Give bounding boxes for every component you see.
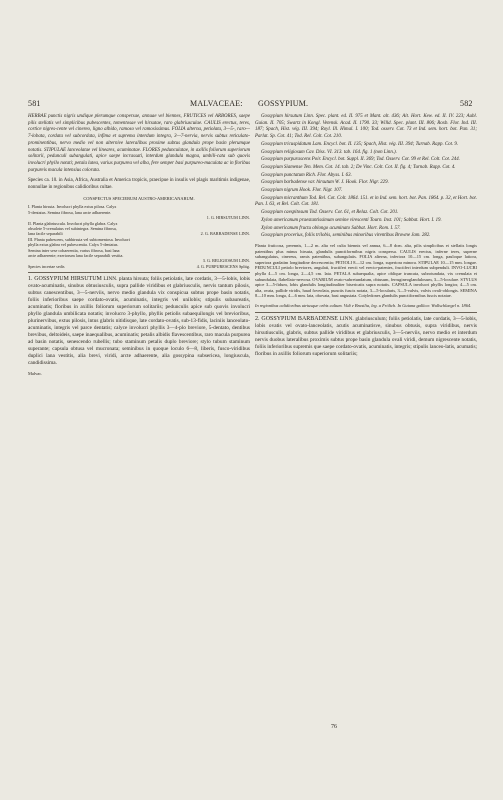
key-species: 1. G. HIRSUTUM LINN. bbox=[206, 215, 250, 221]
species1 bbox=[28, 276, 250, 367]
bottom-page-number: 76 bbox=[331, 724, 337, 730]
species2-text: LINN. glabriusculum; foliis petiolatis, late cordatis, 3—5-lobis, lobis ovatis vel ovato-lanceolatis, acutis acuminatisve, sinubus obtusis, supra viridibus, nervis hirsutiusculis, glabris, subtus pallide viridibus et glabriusculis, 3—5-nerviis, nervo medio et interdum nervis duobus lateralibus proximis subtus prope basin glandula ovali viridi, demum nigrescente notatis, foliis inferioribus supremis que saepe cordato-ovatis, acuminatis, integris; stipulis lanceo-latis, acumatis; floribus in axillis foliorum superiorum solitariis; bbox=[255, 316, 478, 358]
key-text: 5-dentatus. Semina fibrosa, lana arcte adhaerente. bbox=[28, 209, 112, 215]
right-running-title: GOSSYPIUM. bbox=[258, 99, 309, 108]
key-row bbox=[28, 264, 250, 269]
species1-text: LINN. planta hirsuta; foliis petiolatis, late cordatis, 3—5-lobis, lobis ovato-acuminatis, sinubus obtusiusculis, supra pallide viridibus et glabriusculis, nervis tantum pilosis, subtus canescentibus, 3—5-nerviis, nervo medio glandula vix conspicua subtus prope basin notatis, foliis inferioribus saepe cordato-ovatis, acuminatis, integris vel unilobis; stipulis subaureatis, acuminatis; floribus in axillis foliorum superiorum solitariis; pedunculis apice sub quovis involucri phyllo glandula umbilicata notatis; involucro 3-phyllo, phyllis petiolis subaequilongis vel brevioribus, plurinervibus, extus pilosis, intus glabris nitidisque, late cordato-ovatis, sub-13-fidis, laciniis lanceolato-acuminatis, integris vel parce dentatis; calyce involucri phyllis 3—4-plo breviore, 5-dentato, dentibus brevibus, deltoideis, saepe inaequalibus, acuminatis; petalis albidis flavescentibus, raro macula purpurea ad basin notatis, senescendo rubellis; tubo staminum petalis duplo breviore; stylo tubum staminum superante; capsula obtusa vel mucronata; seminibus in quoque loculo 6—8, liberis, fusco-viridibus duplici lana vestitis, alia brevi, viridi, arcte adhaerente, alia gossypina subsericea, longiuscula, candidissima. bbox=[28, 276, 250, 367]
citations bbox=[255, 114, 477, 240]
footer-text: Malvac. bbox=[28, 371, 43, 377]
citation: Gossypium religiosum Cav. Diss. VI. 313. tab. 164. fig. 1 (non Linn.). bbox=[261, 149, 397, 155]
citation: Gossypium procerius, foliis trilobis, seminibus minoribus virentibus Browne Jam. 282. bbox=[261, 233, 431, 239]
species2 bbox=[255, 316, 477, 358]
key-text: I. Planta hirsuta. Involucri phylla extus pilosa. Calyx bbox=[28, 204, 117, 210]
right-page-number: 582 bbox=[460, 99, 473, 108]
citation: Gossypium caespitosum Tod. Osserv. Cot. 61, et Relaz. Colt. Cot. 201. bbox=[261, 210, 399, 216]
key-text: III. Planta pubescens, subhirsuta vel subtomentosa. Involucri bbox=[28, 236, 130, 242]
genus-description: HERBAE punctis nigris undique plerumque conspersae, annuae vel biennes, FRUTICES vel ARBORES, saepe pilis stellatis vel simplicibus pubescentes, tomentosae vel hirsutae, raro glabriusculae. CAULIS erectus, teres, cortice nigres-cente vel cinereo, ligno albido, ramoso vel ramosissimus. FOLIA alterna, petiolata, 3—5-, raro—7-lobata, cordata vel subcordata, infima et suprema interdum integra, 3—7-nervia, nervis subtus reticulato-prominentibus, nervo medio vel non alternive lateralibus proxime subtus glandula prope basin plerumque notatis. STIPULAE lanceolatae vel lineares, acuminatae. FLORES pedunculatae, in axillis foliorum superiorum solitarii, pedunculi subangulati, apice saepe incrassati, interdum glandula magna, umbili-cata sub quovis involucri phyllo notati; petala lutea, varius purpurea vel alba, fere semper basi purpureo-maculata ac in floribus purpureis macula intensius colorata. bbox=[28, 114, 250, 173]
left-running-title: MALVACEAE: bbox=[190, 99, 243, 108]
key-text: lana facile separabili bbox=[28, 231, 63, 237]
citation: Gossypium hirsutum Linn. Spec. plant. ed. II. 975 et Mant. alt. 436; Ait. Hort. Kew. ed. II. IV. 223; Aubl. Guian. II. 705; Swartz in Kongl. Vetensk. Acad. II. 1790. 33; Willd. Spec. plant. III. 806; Roxb. Flor. Ind. III. 187; Spach, Hist. vég. III. 394; Royl. Ill. Himal. I. 100; Tod. osserv. Cot. 73 et Ind. sem. hort. bot. Pan. 31; Parlat. Sp. Cot. 41; Tod. Rel. Colt. Cot. 210. bbox=[255, 114, 477, 140]
species2-heading: 2. GOSSYPIUM BARBADENSE bbox=[255, 316, 338, 323]
right-column bbox=[255, 114, 477, 362]
key-species: 3. G. RELIGIOSUM LINN. bbox=[202, 258, 250, 264]
citation: Gossypium barbadense var. hirsutum W. J. Hook. Flor. Nigr. 229. bbox=[261, 180, 389, 186]
conspectus-title: CONSPECTUS SPECIERUM AUSTRO-AMERICANARUM. bbox=[83, 195, 195, 201]
citation: Gossypium tricuspidatum Lam. Encycl. bot. II. 135; Spach, Hist. vég. III. 394; Turnab. Rapp. Cot. 9. bbox=[261, 141, 459, 147]
key-species: 4. G. PURPURESCENS Splitg. bbox=[196, 263, 250, 269]
description-small: Planta fruticosa, perennis, 1—2 m. alta vel culta biennis vel annua, 6—8 dcm. alta, pilis simplicibus et stellatis longis patentibus plus minus hirsuta, glandulis punctiformibus nigris conspersa. CAULIS erectus, inferne teres, superne subangulatus, cinereus, ramis patentibus, subangulatis. FOLIA alterna, inferiora 10—15 cm. longa, pauloque latiora, superiora gradatim longitudine decrescentia; PETIOLI 8—12 cm. longa, superiora minora. STIPULAE 10—15 mm. longae. PEDUNCULI petiolo breviores, angulati, fructiferi erecti vel erecto-patentes, fructiferi interdum subpenduli. INVO-LUCRI phylla 4—5 cm. longa, 2—4,5 cm. lata. PETALA subaequalia, apice oblique truncata, subrotundata, vix crenulata et subundulata, flabellato-nervosa. OVARIUM ovato-subretundatum, obtusum, ferrugineoglandulosum, 3—5-loculare. STYLUS apice 3—5-fidum, lobis glandulis longitudinaliter bisericatis supra notatis. CAPSULA involucri phyllis longior, 4—5 cm. alta, ovata, pallide viridis, haud foveolata, punctis fuscis notata, 3—5-locularis, 3—5-valvis, valvis ovali-oblongis. SEMINA 8—10 mm. longa, 4—6 mm. lata, obovata, basi angustata. Cotyledones glandulis punctiformibus fuscis notatae. bbox=[255, 242, 477, 299]
divider bbox=[28, 272, 250, 273]
citation: Gossypium nigrum Hook. Flor. Nigr. 107. bbox=[261, 188, 343, 194]
key-text: Semina inter sese cohaerentia, varius fibrosa, basi lana bbox=[28, 247, 120, 253]
citation: Xylon americanum praestantissimum semine virescenti Tourn. Inst. 101; Sabbat. Hort. I. 19. bbox=[261, 217, 442, 223]
citation: Gossypium micranthum Tod. Rel. Cot. Colt. 1864. 151. et in Ind. sem. hort. bot. Pan. 1864. p. 32, et Hort. bot. Pan. I. 63, et Rel. Colt. Cot. 181. bbox=[255, 195, 477, 208]
citation: Gossypium Siamense Ten. Mem. Cot. 14. tab. 2; De Vinc. Colt. Cot. II. fig. 4; Turnab. Rapp. Cot. 4. bbox=[261, 164, 456, 170]
species-key bbox=[28, 204, 250, 269]
left-page-number: 581 bbox=[28, 99, 41, 108]
key-text: phylla extus glabra vel pubescentia. Calyx 5-dentatus. bbox=[28, 242, 119, 248]
key-text: arcte adhaerente; exeriorum lana facile separabili vestita. bbox=[28, 252, 124, 258]
citation: Xylon americanum fructu oblongo acuminato Sabbat. Hort. Rom. I. 57. bbox=[261, 225, 401, 231]
left-column bbox=[28, 114, 250, 377]
key-species: 2. G. BARBADENSE LINN. bbox=[200, 231, 250, 237]
divider bbox=[255, 312, 477, 313]
key-text: Species incertae sedis bbox=[28, 263, 65, 269]
key-text: II. Planta glabriuscula. Involucri phylla glabra. Calyx bbox=[28, 220, 118, 226]
key-text: obsolete 5-crenulatus vel subintegra. Semina fibrosa, bbox=[28, 225, 117, 231]
citation: Gossypium punctatum Rich. Flor. Abyss. I. 63. bbox=[261, 172, 352, 178]
citation: Gossypium purpurascens Poir. Encycl. bot. Suppl. II. 369; Tod. Osserv. Cot. 99 et Rel. Colt. Cot. 244. bbox=[261, 157, 460, 163]
habitat: In regionibus calidioribus utriusque orbis cultum. Vidi e Brasilia, leg. a Frölich. In Guiana gallica: Wullschlaegel n. 1864. bbox=[255, 302, 472, 308]
species1-heading: 1. GOSSYPIUM HIRSUTUM bbox=[28, 276, 102, 283]
species-note: Species ca. 10. in Asia, Africa, Australia et America tropicis, praecipue in insulis vel plagis maritimis indigenae, nonnullae in regionibus calidioribus cultae. bbox=[28, 178, 250, 191]
